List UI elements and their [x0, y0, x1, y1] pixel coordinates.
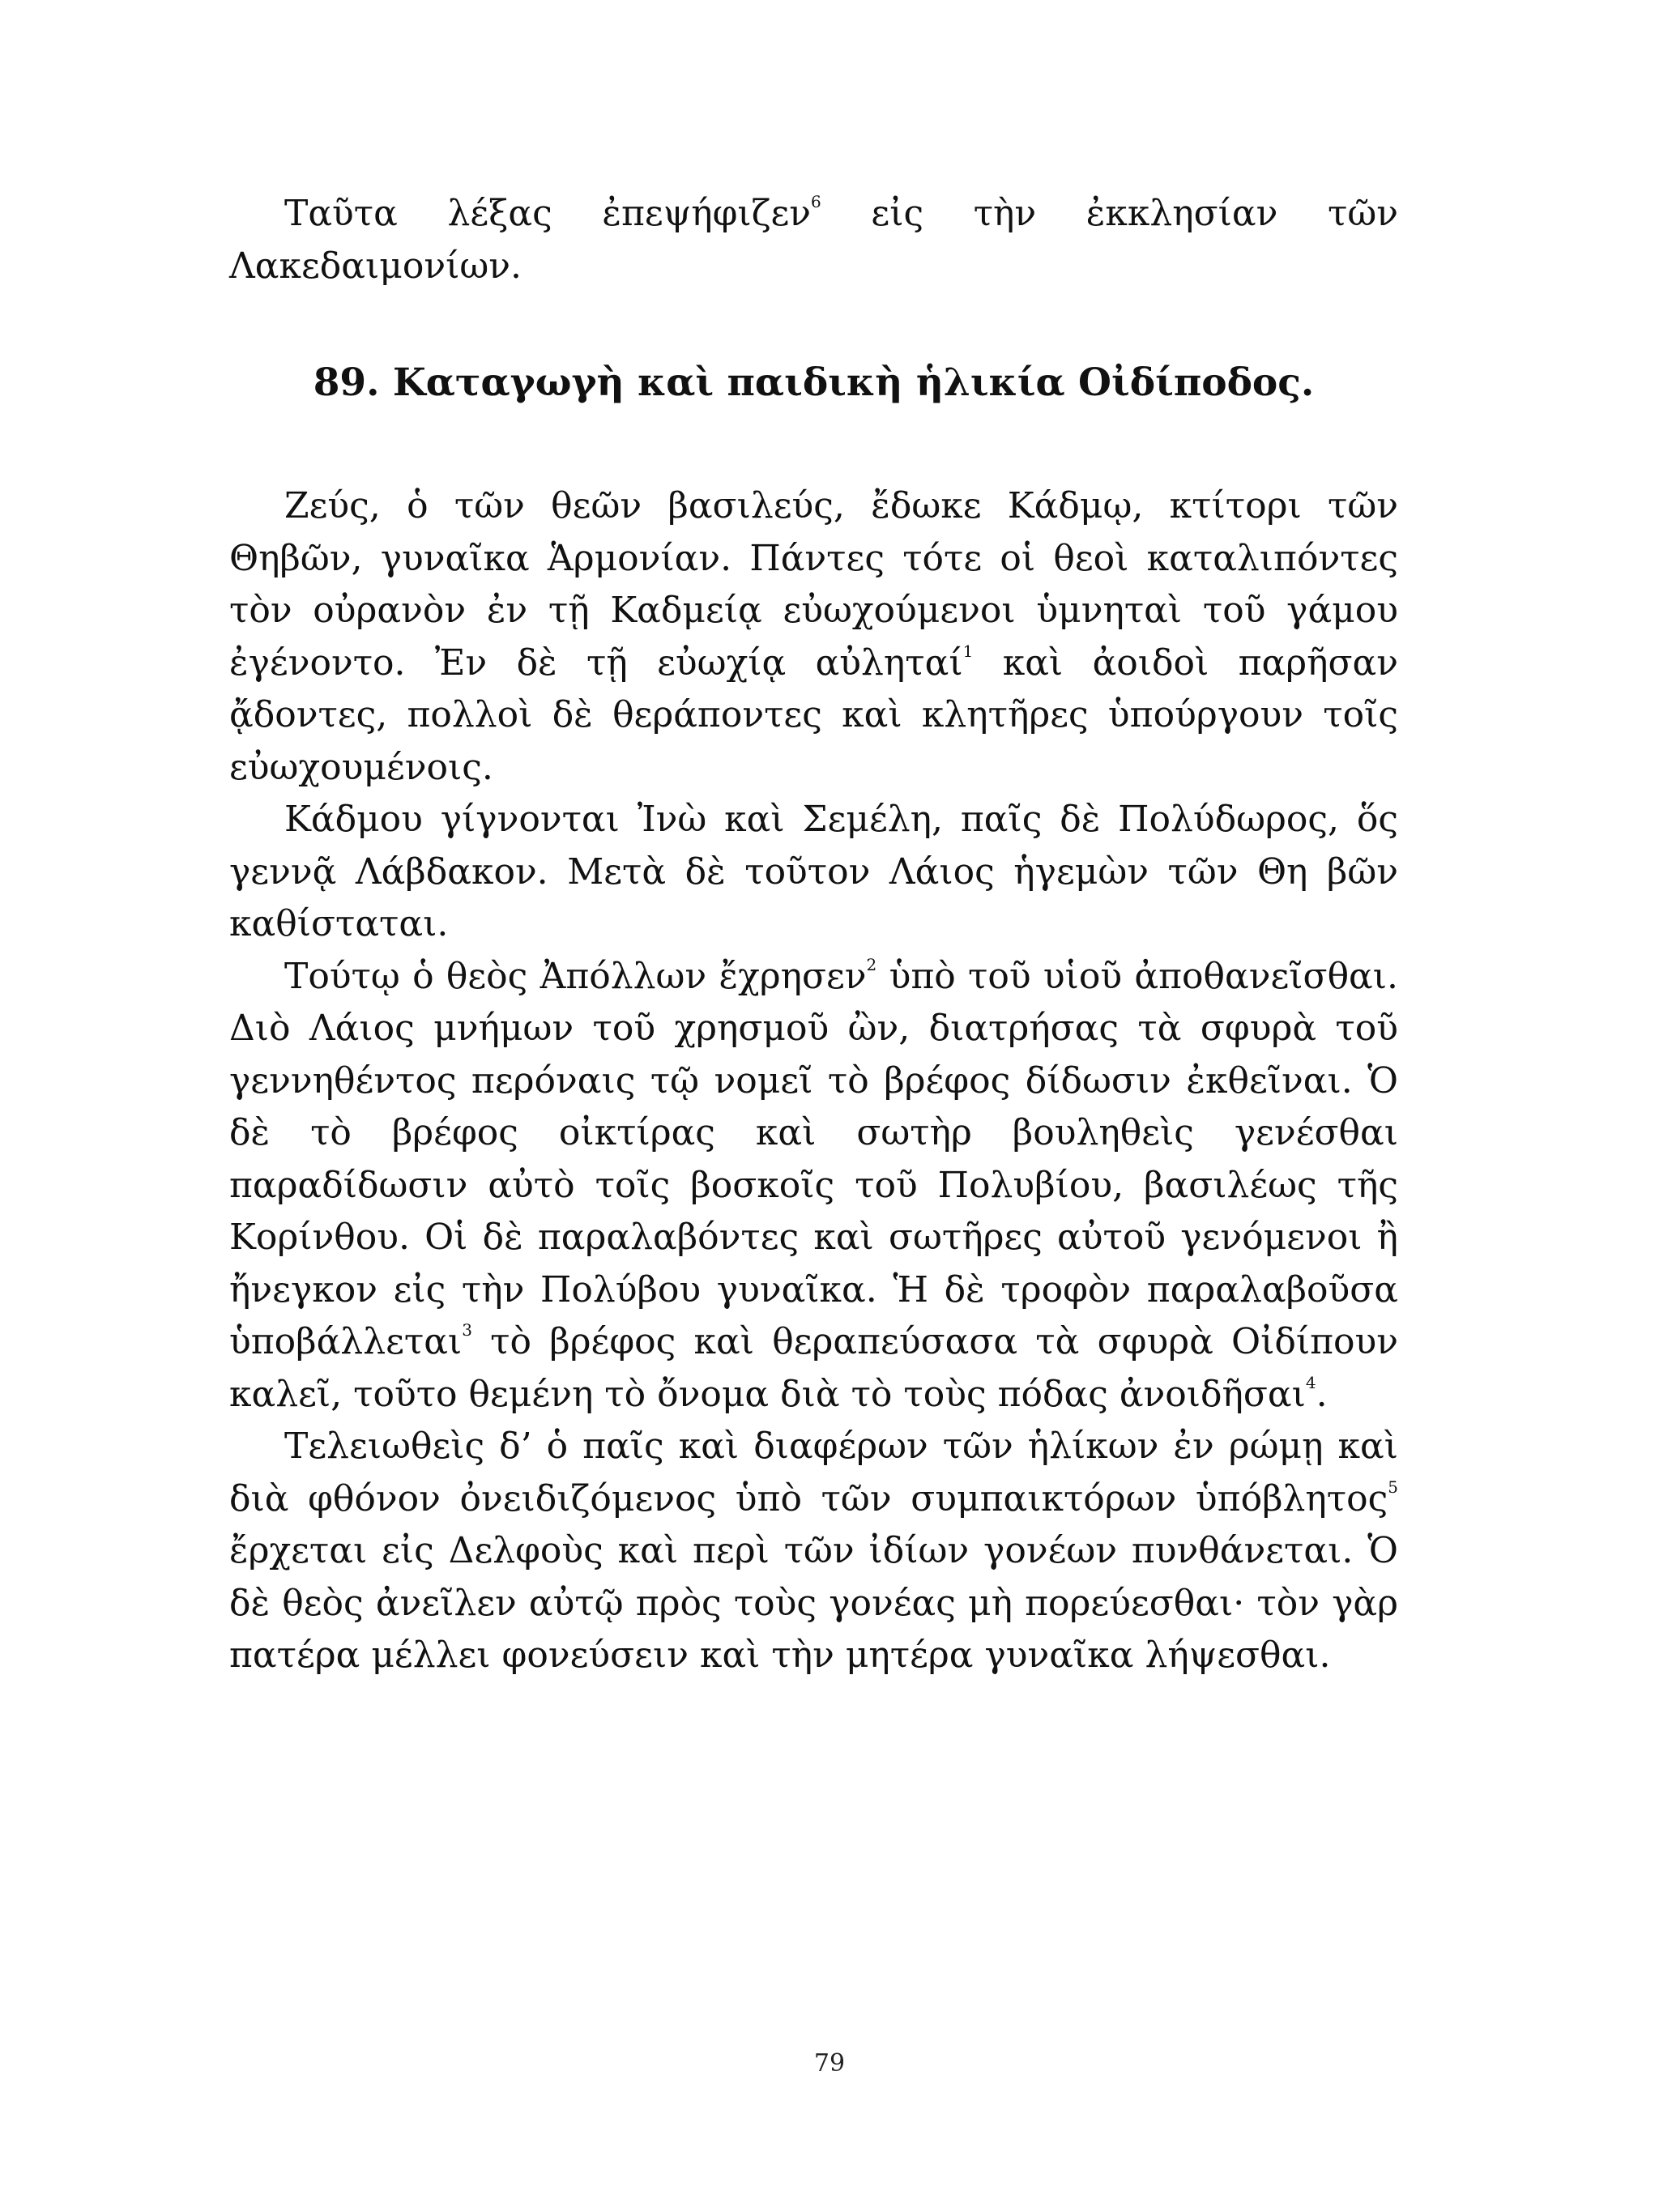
section-heading: [229, 357, 1398, 409]
paragraph-text: ἔρχεται εἰς Δελφοὺς καὶ περὶ τῶν ἰδίων γονέων πυνθάνεται. Ὁ δὲ θεὸς ἀνεῖλεν αὐτῷ πρὸς τοὺς γονέας μὴ πορεύεσθαι· τὸν γὰρ πατέρα μέλλει φονεύσειν καὶ τὴν μητέρα γυναῖκα λήψεσθαι.: [229, 1530, 1398, 1676]
text-column: [229, 188, 1398, 1682]
paragraph-text: Τούτῳ ὁ θεὸς Ἀπόλλων ἔχρησεν: [284, 955, 867, 997]
intro-text: Ταῦτα λέξας ἐπεψήφιζεν: [284, 193, 812, 234]
paragraph-4: [229, 1421, 1398, 1682]
paragraph-text: ὑπὸ τοῦ υἱοῦ ἀποθανεῖσθαι. Διὸ Λάιος μνήμων τοῦ χρησμοῦ ὢν, διατρήσας τὰ σφυρὰ τοῦ γεννηθέντος περόναις τῷ νομεῖ τὸ βρέφος δίδωσιν ἐκθεῖναι. Ὁ δὲ τὸ βρέφος οἰκτίρας καὶ σωτὴρ βουληθεὶς γενέσθαι παραδίδωσιν αὐτὸ τοῖς βοσκοῖς τοῦ Πολυβίου, βασιλέως τῆς Κορίνθου. Οἱ δὲ παραλαβόντες καὶ σωτῆρες αὐτοῦ γενόμενοι ἢ ἤνεγκον εἰς τὴν Πολύβου γυναῖκα. Ἡ δὲ τροφὸν παραλαβοῦσα ὑποβάλλεται: [229, 955, 1399, 1362]
section-number: 89.: [313, 360, 380, 405]
intro-paragraph: [229, 188, 1398, 292]
footnote-marker: 1: [962, 641, 974, 661]
section-title: Καταγωγὴ καὶ παιδικὴ ἡλικία Οἰδίποδος.: [392, 360, 1315, 405]
paragraph-text: Τελειωθεὶς δ’ ὁ παῖς καὶ διαφέρων τῶν ἡλίκων ἐν ρώμῃ καὶ διὰ φθόνον ὀνειδιζόμενος ὑπὸ τῶν συμπαικτόρων ὑπόβλητος: [229, 1426, 1398, 1519]
paragraph-3: [229, 951, 1398, 1421]
paragraph-2: [229, 794, 1398, 951]
footnote-marker: 5: [1388, 1477, 1398, 1497]
paragraph-text: .: [1316, 1373, 1328, 1415]
paragraph-text: Ζεύς, ὁ τῶν θεῶν βασιλεύς, ἔδωκε Κάδμῳ, κτίτορι τῶν Θηβῶν, γυναῖκα Ἁρμονίαν. Πάντες τότε οἱ θεοὶ καταλιπόντες τὸν οὐρανὸν ἐν τῇ Καδμείᾳ εὐωχούμενοι ὑμνηταὶ τοῦ γάμου ἐγένοντο. Ἐν δὲ τῇ εὐωχίᾳ αὐληταί: [229, 485, 1398, 684]
footnote-marker: 4: [1305, 1372, 1316, 1392]
paragraph-text: Κάδμου γίγνονται Ἰνὼ καὶ Σεμέλη, παῖς δὲ Πολύδωρος, ὅς γεννᾷ Λάβδακον. Μετὰ δὲ τοῦτον Λάιος ἡγεμὼν τῶν Θη βῶν καθίσταται.: [229, 799, 1398, 944]
intro-text-continued: εἰς τὴν ἐκκλησίαν τῶν Λακεδαιμονίων.: [229, 193, 1398, 287]
paragraph-1: [229, 480, 1398, 794]
footnote-marker: 2: [866, 954, 877, 974]
paragraph-text: καὶ ἀοιδοὶ παρῆσαν ᾄδοντες, πολλοὶ δὲ θεράποντες καὶ κλητῆρες ὑπούργουν τοῖς εὐωχουμένοις.: [229, 641, 1398, 788]
paragraph-text: τὸ βρέφος καὶ θεραπεύσασα τὰ σφυρὰ Οἰδίπουν καλεῖ, τοῦτο θεμένη τὸ ὄνομα διὰ τὸ τοὺς πόδας ἀνοιδῆσαι: [229, 1321, 1398, 1415]
footnote-marker: 6: [811, 192, 821, 212]
page-number: 79: [813, 2049, 846, 2078]
footnote-marker: 3: [462, 1320, 472, 1340]
